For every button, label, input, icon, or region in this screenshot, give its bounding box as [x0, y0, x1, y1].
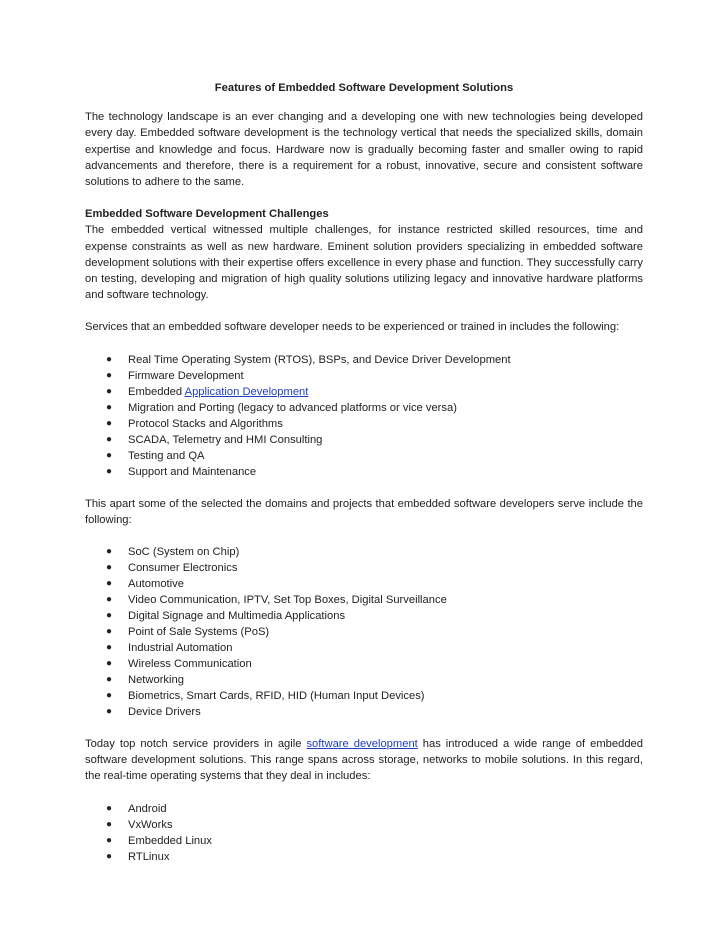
list-item [85, 368, 643, 384]
list-item-text: Automotive [128, 578, 184, 591]
list-item-text: Video Communication, IPTV, Set Top Boxes, Digital Surveillance [128, 594, 447, 607]
bullet-icon: ● [106, 642, 113, 654]
list-item [85, 624, 643, 640]
list-item [85, 352, 643, 368]
domains-list [85, 544, 643, 720]
list-item-text: RTLinux [128, 850, 170, 863]
bullet-icon: ● [106, 594, 113, 606]
bullet-icon: ● [106, 802, 113, 814]
list-item [85, 849, 643, 865]
bullet-icon: ● [106, 626, 113, 638]
bullet-icon: ● [106, 834, 113, 846]
list-item-text: Real Time Operating System (RTOS), BSPs, and Device Driver Development [128, 353, 511, 366]
list-item-text: Embedded [128, 385, 185, 398]
list-item-text: Testing and QA [128, 449, 205, 462]
bullet-icon: ● [106, 674, 113, 686]
bullet-icon: ● [106, 610, 113, 622]
bullet-icon: ● [106, 449, 113, 461]
bullet-icon: ● [106, 433, 113, 445]
list-item [85, 592, 643, 608]
bullet-icon: ● [106, 401, 113, 413]
list-item [85, 432, 643, 448]
list-item-text: Migration and Porting (legacy to advanced platforms or vice versa) [128, 401, 457, 414]
list-item-text: Digital Signage and Multimedia Applications [128, 610, 346, 623]
list-item-text: Consumer Electronics [128, 562, 238, 575]
rtos-intro-before: Today top notch service providers in agile [85, 738, 307, 751]
list-item [85, 833, 643, 849]
application-development-link[interactable]: Application Development [184, 385, 309, 398]
bullet-icon: ● [106, 562, 113, 574]
software-development-link[interactable]: software development [306, 738, 418, 751]
document-page [85, 80, 643, 881]
list-item [85, 640, 643, 656]
list-item [85, 464, 643, 480]
list-item-text: Networking [128, 674, 184, 687]
list-item-text: Protocol Stacks and Algorithms [128, 417, 283, 430]
bullet-icon: ● [106, 417, 113, 429]
bullet-icon: ● [106, 850, 113, 862]
bullet-icon: ● [106, 465, 113, 477]
bullet-icon: ● [106, 578, 113, 590]
domains-intro: This apart some of the selected the domains and projects that embedded software developers serve include the following: [85, 497, 643, 526]
list-item-text: Industrial Automation [128, 642, 233, 655]
list-item [85, 608, 643, 624]
list-item-text: Device Drivers [128, 706, 201, 719]
rtos-intro-after: has introduced a wide range of embedded software development solutions. This range spans across storage, networks to mobile solutions. In this regard, the real-time operating systems that they deal in includes: [85, 738, 643, 783]
list-item [85, 656, 643, 672]
list-item [85, 416, 643, 432]
list-item-text: Point of Sale Systems (PoS) [128, 626, 270, 639]
list-item [85, 576, 643, 592]
list-item-text: SoC (System on Chip) [128, 546, 240, 559]
list-item [85, 384, 643, 400]
list-item-text: Support and Maintenance [128, 465, 257, 478]
list-item [85, 801, 643, 817]
bullet-icon: ● [106, 658, 113, 670]
services-intro: Services that an embedded software developer needs to be experienced or trained in includes the following: [85, 321, 620, 334]
list-item [85, 560, 643, 576]
document-title: Features of Embedded Software Development Solutions [214, 82, 514, 94]
bullet-icon: ● [106, 818, 113, 830]
list-item [85, 672, 643, 688]
list-item [85, 688, 643, 704]
bullet-icon: ● [106, 706, 113, 718]
rtos-intro [85, 736, 643, 785]
list-item [85, 817, 643, 833]
list-item-text: Firmware Development [128, 369, 244, 382]
bullet-icon: ● [106, 385, 113, 397]
services-list [85, 352, 643, 480]
challenges-heading: Embedded Software Development Challenges [85, 208, 329, 221]
list-item [85, 400, 643, 416]
bullet-icon: ● [106, 353, 113, 365]
list-item [85, 448, 643, 464]
list-item-text: VxWorks [128, 818, 173, 831]
challenges-paragraph: The embedded vertical witnessed multiple challenges, for instance restricted skilled resources, time and expense constraints as well as new hardware. Eminent solution providers specializing in embedded software development solutions with their expertise offers excellence in every phase and function. They successfully carry on testing, developing and migration of high quality solutions utilizing legacy and innovative hardware platforms and software technology. [85, 224, 643, 302]
list-item-text: Android [128, 802, 167, 815]
list-item-text: Biometrics, Smart Cards, RFID, HID (Human Input Devices) [128, 690, 425, 703]
bullet-icon: ● [106, 546, 113, 558]
list-item-text: Wireless Communication [128, 658, 252, 671]
list-item-text: SCADA, Telemetry and HMI Consulting [128, 433, 323, 446]
list-item-text: Embedded Linux [128, 834, 212, 847]
bullet-icon: ● [106, 690, 113, 702]
list-item [85, 544, 643, 560]
intro-paragraph: The technology landscape is an ever changing and a developing one with new technologies being developed every day. Embedded software development is the technology vertical that needs the specialized skills, domain expertise and knowledge and focus. Hardware now is gradually becoming faster and smaller owing to rapid advancements and therefore, there is a requirement for a robust, innovative, secure and consistent software solutions to adhere to the same. [85, 111, 643, 189]
rtos-list [85, 801, 643, 865]
list-item [85, 704, 643, 720]
bullet-icon: ● [106, 369, 113, 381]
